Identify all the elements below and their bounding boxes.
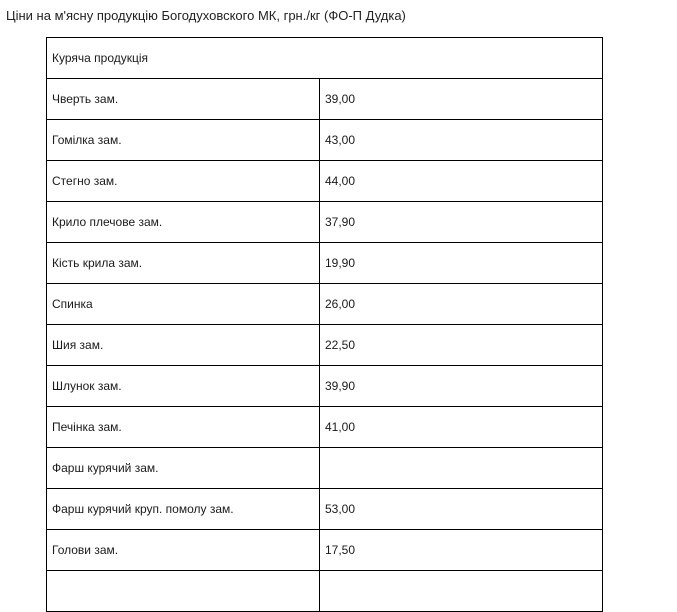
- table-row: [47, 448, 603, 489]
- product-name-cell: Гомілка зам.: [47, 120, 320, 161]
- product-price-cell: 37,90: [320, 202, 603, 243]
- table-row: [47, 202, 603, 243]
- table-row: [47, 243, 603, 284]
- product-price-cell: 43,00: [320, 120, 603, 161]
- product-name-cell: Печінка зам.: [47, 407, 320, 448]
- table-row: [47, 530, 603, 571]
- page-title: Ціни на м'ясну продукцію Богодуховского МК, грн./кг (ФО-П Дудка): [6, 8, 406, 23]
- product-price-cell: 17,50: [320, 530, 603, 571]
- product-price-cell: [320, 448, 603, 489]
- product-name-cell: Спинка: [47, 284, 320, 325]
- product-price-cell: 53,00: [320, 489, 603, 530]
- section-header: Куряча продукція: [47, 38, 603, 79]
- section-header-row: [47, 38, 603, 79]
- table-row: [47, 407, 603, 448]
- price-table: [46, 37, 603, 612]
- table-row: [47, 284, 603, 325]
- product-price-cell: 41,00: [320, 407, 603, 448]
- product-price-cell: 39,90: [320, 366, 603, 407]
- product-name-cell: Фарш курячий круп. помолу зам.: [47, 489, 320, 530]
- price-table-body: [47, 38, 603, 612]
- product-price-cell: [320, 571, 603, 612]
- table-row: [47, 161, 603, 202]
- product-name-cell: Крило плечове зам.: [47, 202, 320, 243]
- product-name-cell: Шия зам.: [47, 325, 320, 366]
- product-name-cell: Фарш курячий зам.: [47, 448, 320, 489]
- product-price-cell: 39,00: [320, 79, 603, 120]
- product-name-cell: Чверть зам.: [47, 79, 320, 120]
- product-price-cell: 19,90: [320, 243, 603, 284]
- product-name-cell: Шлунок зам.: [47, 366, 320, 407]
- product-price-cell: 44,00: [320, 161, 603, 202]
- table-row: [47, 325, 603, 366]
- product-name-cell: Голови зам.: [47, 530, 320, 571]
- table-row: [47, 571, 603, 612]
- product-price-cell: 26,00: [320, 284, 603, 325]
- product-name-cell: Стегно зам.: [47, 161, 320, 202]
- product-name-cell: Кість крила зам.: [47, 243, 320, 284]
- table-row: [47, 366, 603, 407]
- product-price-cell: 22,50: [320, 325, 603, 366]
- table-row: [47, 120, 603, 161]
- product-name-cell: [47, 571, 320, 612]
- table-row: [47, 79, 603, 120]
- table-row: [47, 489, 603, 530]
